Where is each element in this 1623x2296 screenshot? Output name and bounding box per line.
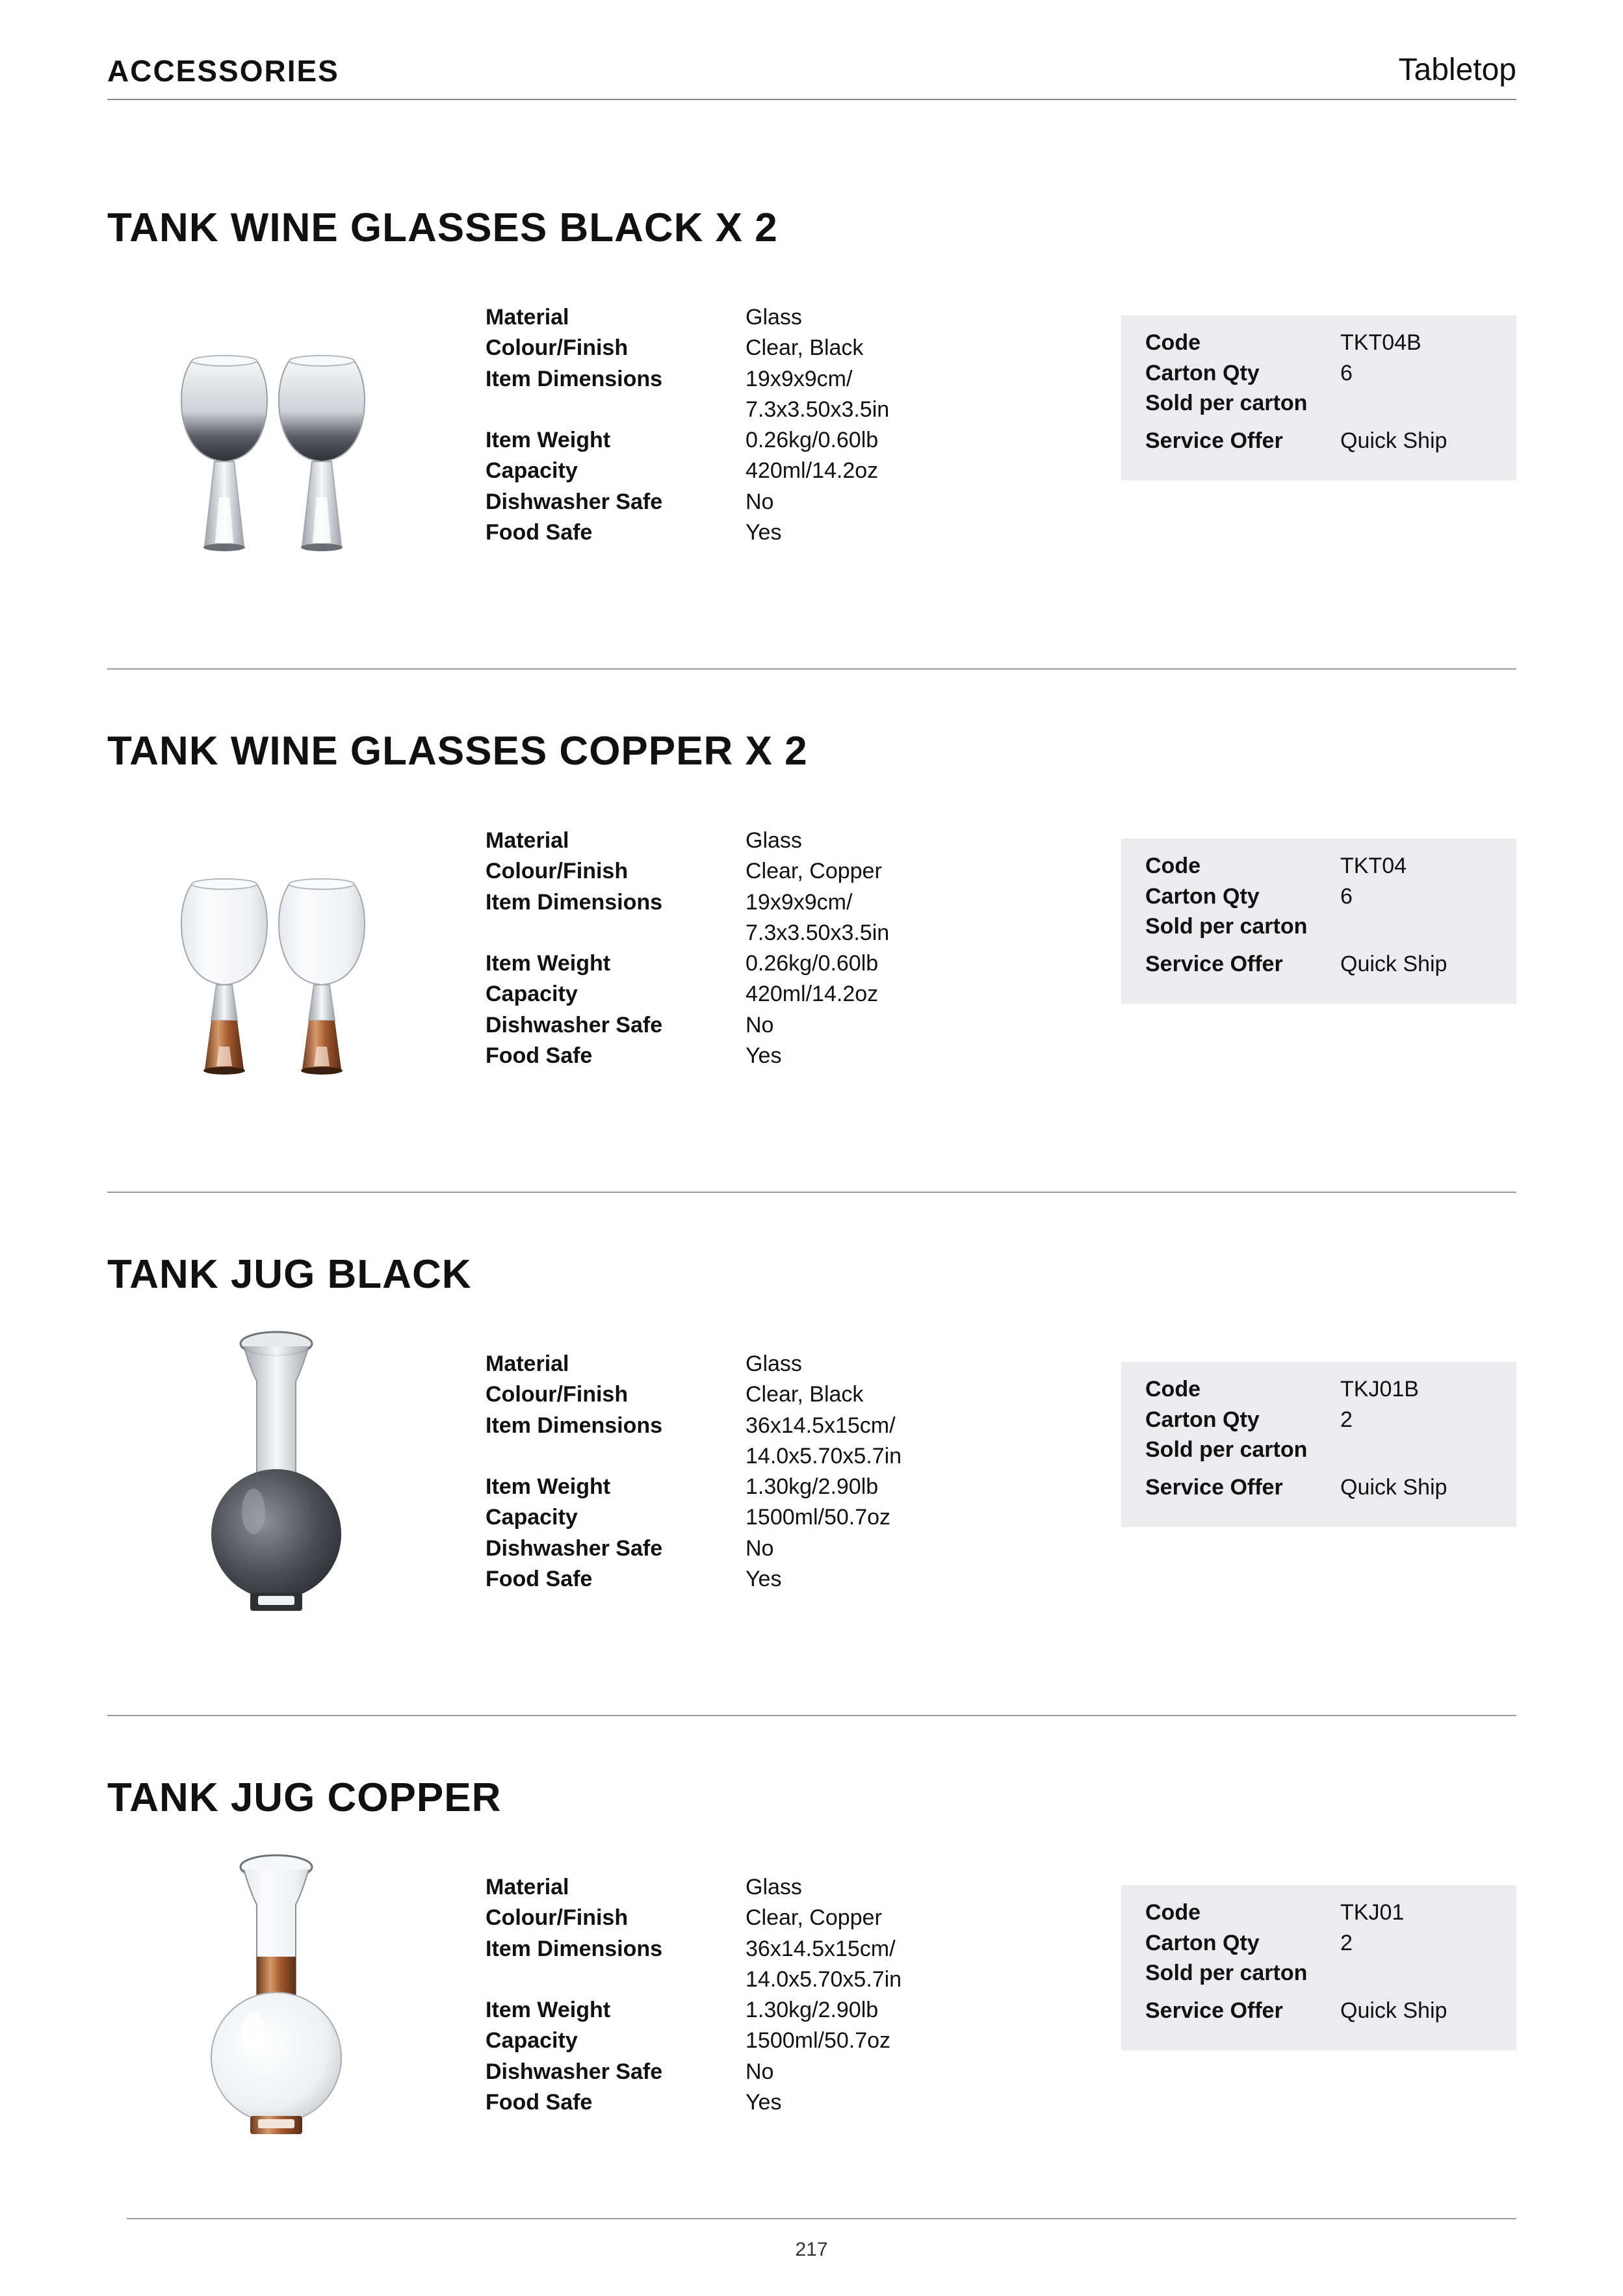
spec-label: Material (486, 1351, 569, 1376)
sold-per-carton-label: Sold per carton (1145, 914, 1308, 939)
spec-value: No (746, 489, 774, 514)
spec-value: Glass (746, 1351, 802, 1376)
spec-value: Glass (746, 1875, 802, 1899)
spec-value: Clear, Copper (746, 1905, 882, 1931)
sold-per-carton-label: Sold per carton (1145, 391, 1308, 415)
spec-row (486, 333, 889, 363)
spec-label: Colour/Finish (486, 859, 629, 884)
spec-row (486, 487, 889, 517)
spec-label: Material (486, 828, 569, 853)
code-label: Code (1145, 330, 1201, 355)
page-number: 217 (795, 2239, 828, 2260)
service-offer-row (1145, 952, 1447, 977)
spec-label: Dishwasher Safe (486, 1535, 663, 1561)
spec-value: 1500ml/50.7oz (746, 1505, 891, 1530)
section-label: Tabletop (1398, 53, 1516, 87)
service-offer-label: Service Offer (1145, 1475, 1283, 1500)
carton-qty-row (1145, 361, 1353, 386)
service-offer-row (1145, 1475, 1447, 1500)
spec-value: No (746, 1012, 774, 1037)
product-section (107, 1193, 1516, 1716)
spec-row (486, 364, 889, 426)
spec-row (486, 1872, 902, 1903)
service-offer-value: Quick Ship (1340, 428, 1448, 453)
carton-qty-value: 6 (1340, 884, 1353, 909)
product-image (146, 283, 406, 569)
spec-row (486, 2087, 902, 2118)
spec-value: No (746, 2059, 774, 2084)
spec-label: Dishwasher Safe (486, 2059, 663, 2084)
sold-per-carton-row (1145, 914, 1340, 939)
spec-row (486, 1903, 902, 1933)
spec-value: Yes (746, 1043, 782, 1069)
carton-qty-row (1145, 884, 1353, 909)
spec-row (486, 1995, 902, 2026)
product-image (146, 1329, 406, 1615)
spec-label: Material (486, 305, 569, 330)
spec-label: Colour/Finish (486, 335, 629, 361)
spec-value: Glass (746, 305, 802, 330)
spec-value: Clear, Black (746, 1382, 864, 1407)
spec-value: 420ml/14.2oz (746, 458, 879, 484)
product-image (146, 1853, 406, 2139)
service-offer-row (1145, 428, 1447, 454)
page-header (107, 46, 1516, 100)
spec-row (486, 2026, 902, 2056)
code-row (1145, 1377, 1419, 1402)
spec-label: Item Dimensions (486, 1413, 663, 1438)
spec-label: Colour/Finish (486, 1905, 629, 1931)
product-section (107, 146, 1516, 670)
spec-row (486, 1472, 902, 1502)
spec-label: Dishwasher Safe (486, 489, 663, 514)
ordering-info-box (1121, 1885, 1516, 2050)
service-offer-value: Quick Ship (1340, 1998, 1448, 2023)
spec-row (486, 1564, 902, 1595)
product-section (107, 670, 1516, 1193)
ordering-info-box (1121, 839, 1516, 1004)
spec-label: Food Safe (486, 1043, 593, 1069)
spec-value: 1500ml/50.7oz (746, 2028, 891, 2054)
spec-row (486, 456, 889, 486)
black-wine-glasses-illustration (146, 283, 406, 569)
spec-row (486, 1041, 889, 1071)
spec-label: Item Weight (486, 1474, 611, 1500)
footer-divider (127, 2218, 1516, 2219)
spec-value: 36x14.5x15cm/ 14.0x5.70x5.7in (746, 1413, 902, 1468)
spec-value: No (746, 1535, 774, 1561)
spec-row (486, 979, 889, 1010)
code-row (1145, 1900, 1404, 1925)
spec-label: Capacity (486, 458, 578, 484)
product-title: TANK WINE GLASSES COPPER X 2 (107, 729, 808, 774)
spec-row (486, 1934, 902, 1996)
carton-qty-label: Carton Qty (1145, 1407, 1260, 1432)
spec-value: 19x9x9cm/ 7.3x3.50x3.5in (746, 366, 890, 422)
ordering-info-box (1121, 1362, 1516, 1527)
spec-row (486, 425, 889, 456)
spec-row (486, 1349, 902, 1379)
spec-label: Capacity (486, 2028, 578, 2054)
specs-list (486, 826, 889, 1071)
code-label: Code (1145, 854, 1201, 878)
spec-label: Item Weight (486, 1998, 611, 2023)
spec-value: Clear, Copper (746, 859, 882, 884)
sold-per-carton-row (1145, 391, 1340, 416)
carton-qty-label: Carton Qty (1145, 1931, 1260, 1955)
service-offer-value: Quick Ship (1340, 952, 1448, 976)
service-offer-label: Service Offer (1145, 952, 1283, 976)
spec-value: 19x9x9cm/ 7.3x3.50x3.5in (746, 889, 890, 945)
code-value: TKJ01 (1340, 1900, 1405, 1925)
service-offer-label: Service Offer (1145, 1998, 1283, 2023)
category-label: ACCESSORIES (107, 54, 339, 88)
code-row (1145, 330, 1422, 356)
service-offer-row (1145, 1998, 1447, 2024)
copper-wine-glasses-illustration (146, 806, 406, 1092)
code-label: Code (1145, 1377, 1201, 1402)
specs-list (486, 1872, 902, 2118)
spec-label: Food Safe (486, 1567, 593, 1592)
service-offer-value: Quick Ship (1340, 1475, 1448, 1500)
service-offer-label: Service Offer (1145, 428, 1283, 453)
spec-row (486, 948, 889, 979)
spec-row (486, 826, 889, 856)
sold-per-carton-row (1145, 1961, 1340, 1986)
specs-list (486, 302, 889, 548)
spec-label: Item Weight (486, 951, 611, 976)
spec-row (486, 1533, 902, 1564)
spec-row (486, 1502, 902, 1533)
product-section (107, 1716, 1516, 2218)
spec-label: Item Dimensions (486, 1936, 663, 1961)
code-value: TKT04 (1340, 854, 1407, 878)
spec-value: 36x14.5x15cm/ 14.0x5.70x5.7in (746, 1936, 902, 1992)
spec-label: Dishwasher Safe (486, 1012, 663, 1037)
spec-value: Clear, Black (746, 335, 864, 361)
carton-qty-value: 2 (1340, 1407, 1353, 1432)
carton-qty-value: 2 (1340, 1931, 1353, 1955)
spec-label: Food Safe (486, 520, 593, 545)
spec-value: 1.30kg/2.90lb (746, 1474, 879, 1500)
spec-row (486, 1010, 889, 1041)
sold-per-carton-row (1145, 1437, 1340, 1463)
code-value: TKJ01B (1340, 1377, 1419, 1402)
sold-per-carton-label: Sold per carton (1145, 1437, 1308, 1462)
specs-list (486, 1349, 902, 1595)
spec-row (486, 302, 889, 333)
code-value: TKT04B (1340, 330, 1422, 355)
product-title: TANK JUG COPPER (107, 1775, 502, 1820)
spec-row (486, 887, 889, 949)
spec-value: 1.30kg/2.90lb (746, 1998, 879, 2023)
product-title: TANK JUG BLACK (107, 1252, 472, 1297)
spec-value: Yes (746, 1567, 782, 1592)
code-label: Code (1145, 1900, 1201, 1925)
spec-value: 420ml/14.2oz (746, 982, 879, 1007)
carton-qty-label: Carton Qty (1145, 884, 1260, 909)
spec-row (486, 1379, 902, 1410)
spec-label: Material (486, 1875, 569, 1899)
spec-label: Colour/Finish (486, 1382, 629, 1407)
spec-value: 0.26kg/0.60lb (746, 951, 879, 976)
spec-row (486, 2057, 902, 2087)
spec-label: Item Dimensions (486, 889, 663, 915)
spec-label: Item Weight (486, 428, 611, 453)
spec-row (486, 517, 889, 548)
spec-label: Food Safe (486, 2090, 593, 2115)
product-image (146, 806, 406, 1092)
copper-jug-illustration (146, 1853, 406, 2139)
spec-value: 0.26kg/0.60lb (746, 428, 879, 453)
spec-label: Capacity (486, 1505, 578, 1530)
spec-value: Yes (746, 2090, 782, 2115)
product-title: TANK WINE GLASSES BLACK X 2 (107, 205, 778, 250)
spec-label: Item Dimensions (486, 366, 663, 391)
sold-per-carton-label: Sold per carton (1145, 1961, 1308, 1985)
spec-value: Yes (746, 520, 782, 545)
spec-row (486, 1411, 902, 1472)
black-jug-illustration (146, 1329, 406, 1615)
carton-qty-row (1145, 1931, 1353, 1956)
code-row (1145, 854, 1407, 879)
spec-row (486, 856, 889, 887)
carton-qty-row (1145, 1407, 1353, 1433)
ordering-info-box (1121, 315, 1516, 480)
carton-qty-label: Carton Qty (1145, 361, 1260, 385)
carton-qty-value: 6 (1340, 361, 1353, 385)
spec-value: Glass (746, 828, 802, 853)
spec-label: Capacity (486, 982, 578, 1007)
